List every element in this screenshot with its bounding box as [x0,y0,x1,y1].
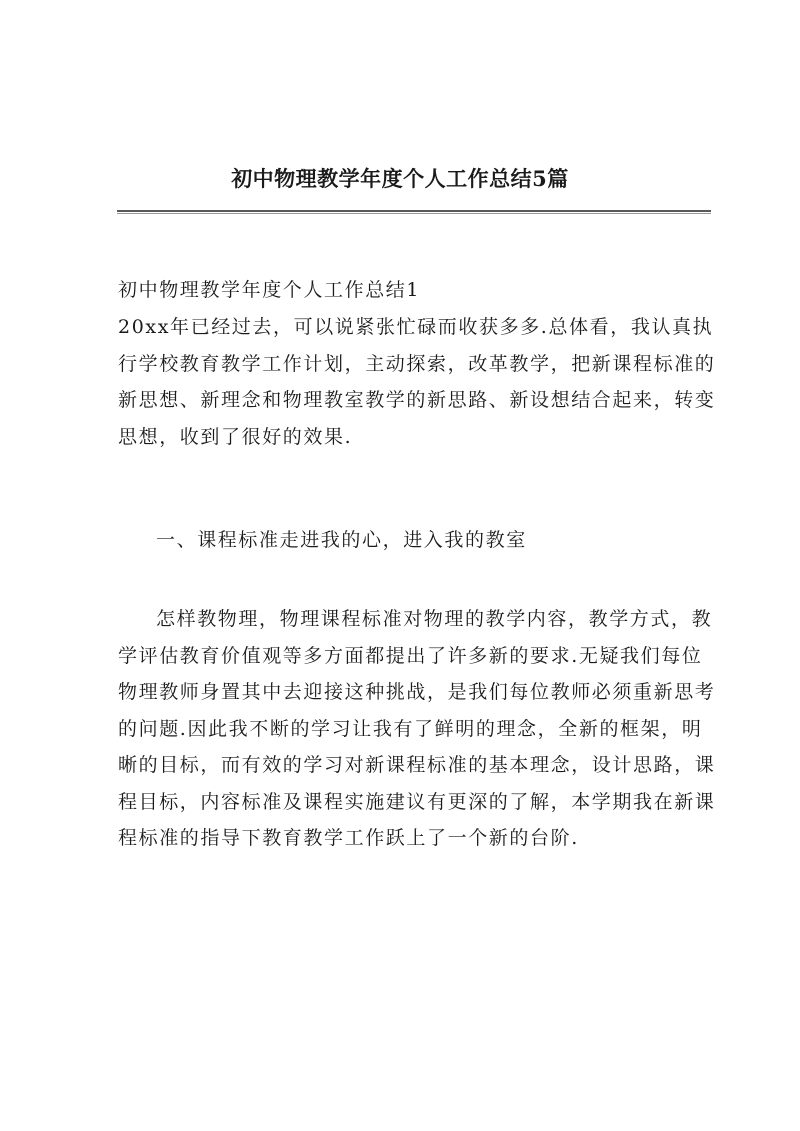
sub-heading: 初中物理教学年度个人工作总结1 [118,279,421,301]
main-paragraph: 怎样教物理，物理课程标准对物理的教学内容，教学方式，教学评估教育价值观等多方面都提出了许多新的要求.无疑我们每位物理教师身置其中去迎接这种挑战，是我们每位教师必须重新思考的问题.因此我不断的学习让我有了鲜明的理念，全新的框架，明晰的目标，而有效的学习对新课程标准的基本理念，设计思路，课程目标，内容标准及课程实施建议有更深的了解，本学期我在新课程标准的指导下教育教学工作跃上了一个新的台阶. [118,608,716,849]
title-divider [117,210,711,214]
document-title: 初中物理教学年度个人工作总结5篇 [231,166,569,191]
section-heading: 一、课程标准走进我的心，进入我的教室 [156,529,527,551]
intro-paragraph: 20xx年已经过去，可以说紧张忙碌而收获多多.总体看，我认真执行学校教育教学工作计划，主动探索，改革教学，把新课程标准的新思想、新理念和物理教室教学的新思路、新设想结合起来，转变思想，收到了很好的效果. [118,316,716,448]
